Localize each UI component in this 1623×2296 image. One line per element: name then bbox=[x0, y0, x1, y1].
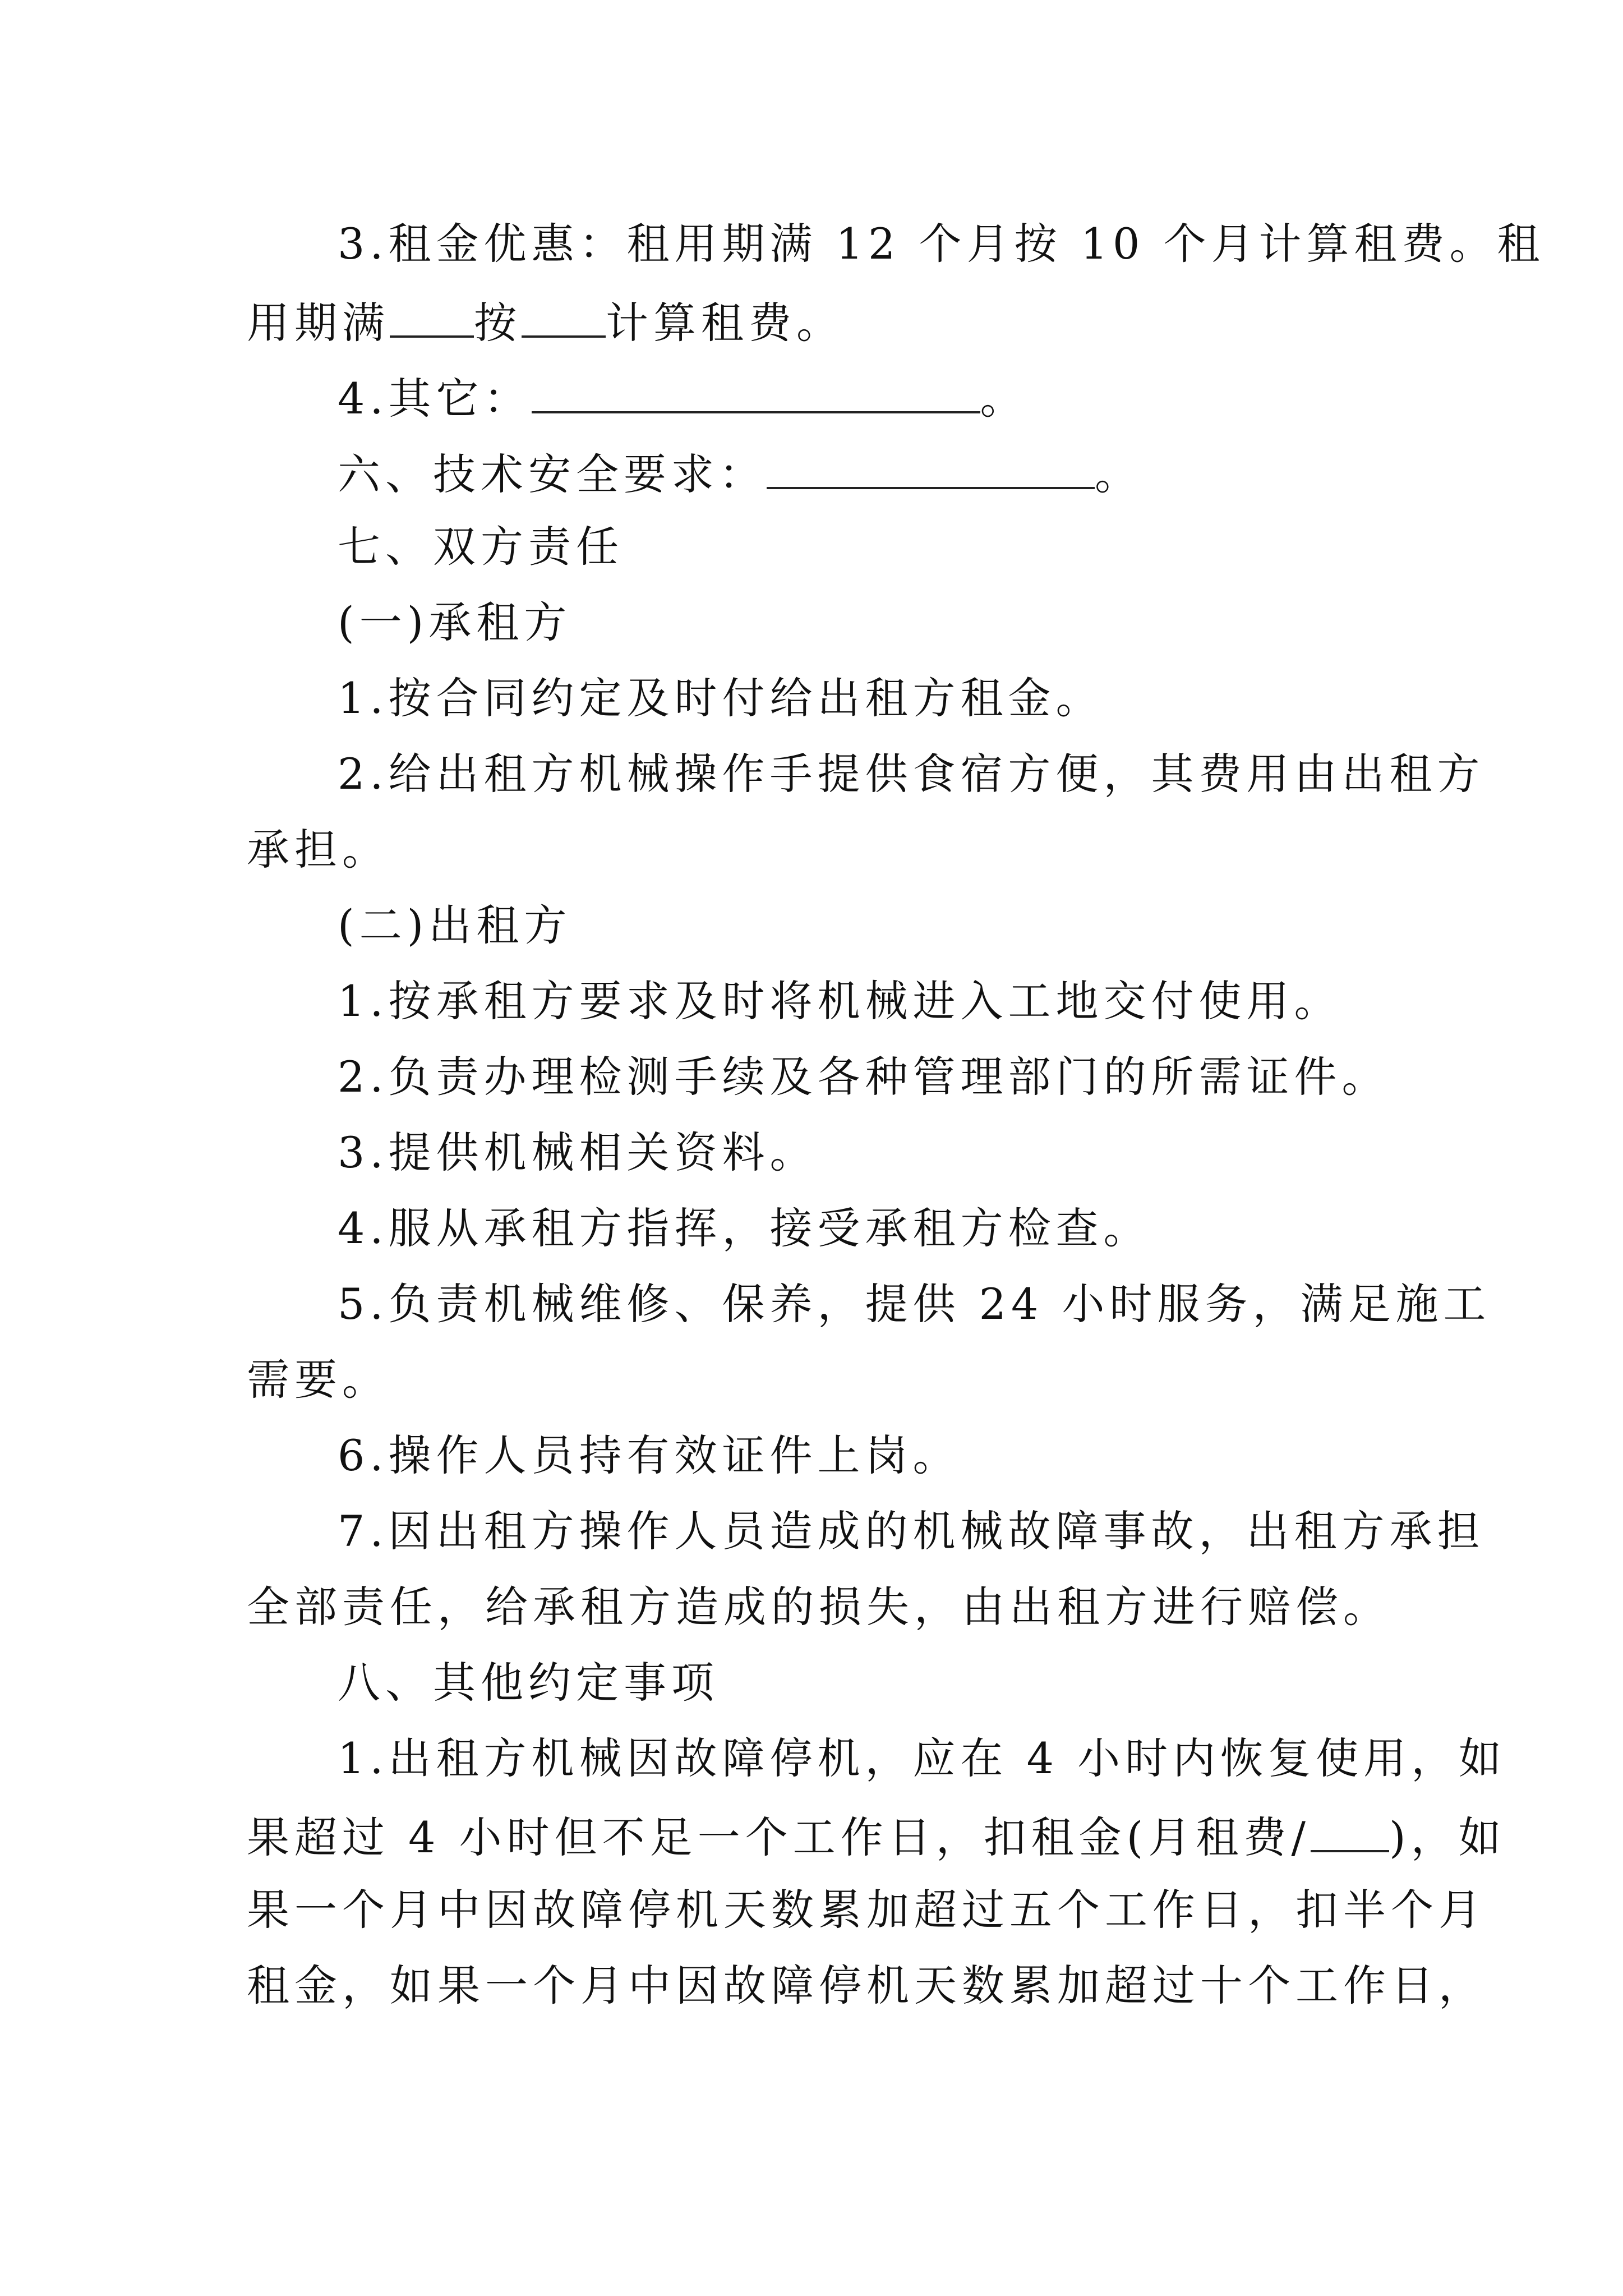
paragraph-rent-discount-continued bbox=[247, 292, 1391, 351]
text-line: (二)出租方 bbox=[338, 900, 572, 950]
list-item bbox=[338, 1276, 1491, 1332]
fill-in-blank bbox=[390, 292, 474, 338]
list-item bbox=[338, 1731, 1507, 1787]
text-line: 租金，如果一个月中因故障停机天数累加超过十个工作日， bbox=[247, 1961, 1486, 2010]
text-line: 。 bbox=[980, 374, 1028, 424]
text-line: 果超过 4 小时但不足一个工作日，扣租金(月租费/ bbox=[247, 1812, 1311, 1862]
fill-in-blank bbox=[767, 443, 1095, 489]
list-item-continued bbox=[247, 1352, 1391, 1408]
list-item bbox=[338, 1125, 1392, 1181]
list-item bbox=[338, 1428, 1392, 1484]
section-heading-responsibilities bbox=[338, 519, 1392, 575]
text-line: 果一个月中因故障停机天数累加超过五个工作日，扣半个月 bbox=[247, 1885, 1486, 1935]
text-line: (一)承租方 bbox=[338, 597, 572, 647]
list-item bbox=[338, 1049, 1392, 1105]
subsection-heading-lessor bbox=[338, 898, 1392, 954]
text-line: 2.负责办理检测手续及各种管理部门的所需证件。 bbox=[338, 1052, 1390, 1102]
fill-in-blank bbox=[522, 292, 606, 338]
text-line: 1.出租方机械因故障停机，应在 4 小时内恢复使用，如 bbox=[338, 1733, 1507, 1783]
section-heading-other-terms bbox=[338, 1655, 1392, 1711]
text-line: )，如 bbox=[1389, 1812, 1506, 1862]
text-line: 。 bbox=[1095, 449, 1142, 499]
subsection-heading-lessee bbox=[338, 595, 1392, 651]
list-item-continued bbox=[247, 822, 1391, 878]
fill-in-blank bbox=[532, 367, 980, 413]
text-line: 7.因出租方操作人员造成的机械故障事故，出租方承担 bbox=[338, 1506, 1485, 1556]
text-line: 八、其他约定事项 bbox=[338, 1658, 719, 1708]
text-line: 6.操作人员持有效证件上岗。 bbox=[338, 1430, 961, 1480]
list-item-continued bbox=[247, 1806, 1506, 1866]
text-line: 5.负责机械维修、保养，提供 24 小时服务，满足施工 bbox=[338, 1279, 1491, 1329]
list-item bbox=[338, 746, 1485, 802]
section-heading-technical-safety bbox=[338, 443, 1392, 503]
list-item-continued bbox=[247, 1882, 1486, 1938]
list-item bbox=[338, 1503, 1485, 1559]
text-line: 六、技术安全要求： bbox=[338, 449, 767, 499]
text-line: 承担。 bbox=[247, 825, 390, 875]
text-line: 1.按承租方要求及时将机械进入工地交付使用。 bbox=[338, 976, 1342, 1026]
text-line: 1.按合同约定及时付给出租方租金。 bbox=[338, 673, 1104, 723]
text-line: 七、双方责任 bbox=[338, 522, 624, 572]
list-item bbox=[338, 1200, 1392, 1257]
text-line: 全部责任，给承租方造成的损失，由出租方进行赔偿。 bbox=[247, 1582, 1391, 1632]
text-line: 4.其它： bbox=[338, 374, 532, 424]
paragraph-other bbox=[338, 367, 1392, 427]
text-line: 计算租费。 bbox=[606, 298, 844, 348]
list-item bbox=[338, 670, 1392, 726]
text-line: 4.服从承租方指挥，接受承租方检查。 bbox=[338, 1203, 1151, 1253]
paragraph-rent-discount bbox=[338, 216, 1545, 272]
list-item bbox=[338, 973, 1392, 1029]
text-line: 需要。 bbox=[247, 1355, 390, 1405]
list-item-continued bbox=[247, 1579, 1391, 1635]
text-line: 用期满 bbox=[247, 298, 390, 348]
fill-in-blank bbox=[1311, 1806, 1389, 1852]
text-line: 3.提供机械相关资料。 bbox=[338, 1128, 818, 1177]
text-line: 按 bbox=[474, 298, 522, 348]
text-line: 2.给出租方机械操作手提供食宿方便，其费用由出租方 bbox=[338, 749, 1485, 799]
list-item-continued bbox=[247, 1958, 1486, 2014]
text-line: 3.租金优惠：租用期满 12 个月按 10 个月计算租费。租 bbox=[338, 219, 1545, 269]
